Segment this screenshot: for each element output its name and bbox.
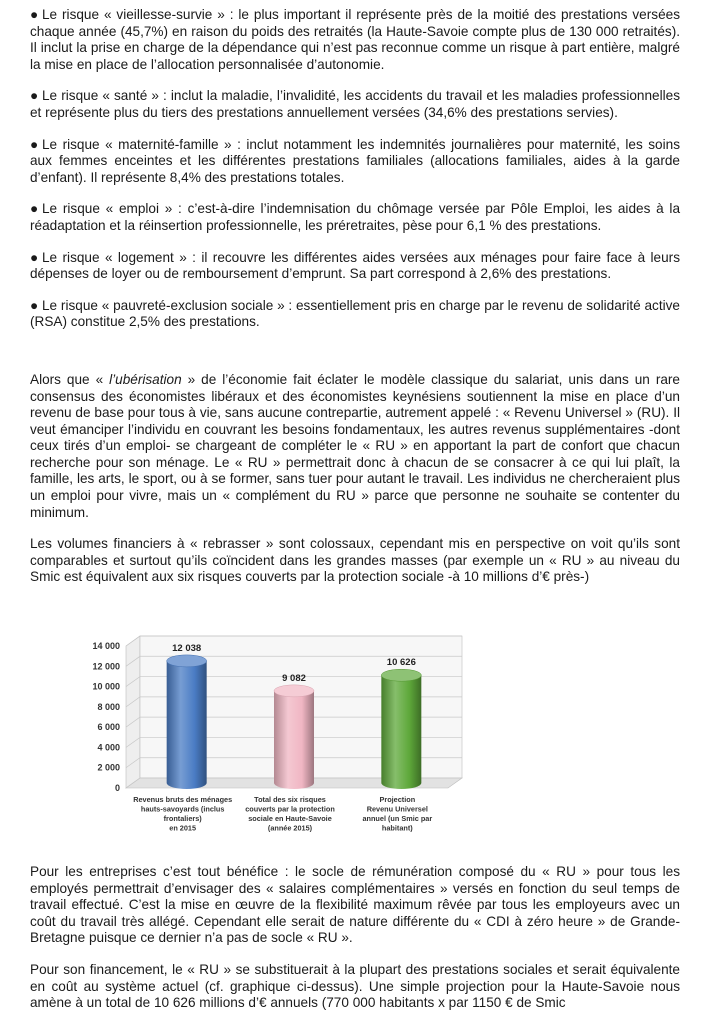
data-label: 9 082 bbox=[282, 672, 306, 684]
bullet-dot: ● bbox=[30, 249, 39, 265]
document-body bbox=[30, 7, 680, 601]
data-label: 10 626 bbox=[386, 657, 416, 669]
x-tick-label: annuel (un Smic par bbox=[362, 814, 433, 823]
paragraph-uberisation: Alors que « l’ubérisation » de l’économie fait éclater le modèle classique du salariat, unis dans un rare consensus des économistes libéraux et des économistes keynésiens soutiennent la mise en place d’un revenu de base pour tous à vie, sans aucune contrepartie, autrement appelé : « Revenu Universel » (RU). Il veut émanciper l’individu en couvrant les besoins fondamentaux, les autres revenus supplémentaires -dont ceux tirés d’un emploi- se chargeant de compléter le « RU » en apportant la part de confort que chacun recherche pour son ménage. Le « RU » permettrait donc à chacun de se consacrer à ce qui lui plaît, la famille, les arts, le sport, ou à se former, sans tuer pour autant le travail. Les individus ne chercheraient plus un emploi pour vivre, mais un « complément du RU » parce que personne ne souhaite se contenter du minimum. bbox=[30, 371, 680, 520]
x-tick-label: habitant) bbox=[381, 823, 413, 833]
y-tick-label: 8 000 bbox=[97, 701, 120, 712]
bullet-logement: ● Le risque « logement » : il recouvre les différentes aides versées aux ménages pour faire face à leurs dépenses de loyer ou de remboursement d’emprunt. Sa part correspond à 2,6% des prestations. bbox=[30, 249, 680, 282]
data-label: 12 038 bbox=[172, 642, 202, 654]
bar-top bbox=[274, 685, 314, 697]
bar-top bbox=[167, 655, 207, 667]
x-tick-label: Projection bbox=[379, 795, 416, 804]
paragraph-volumes: Les volumes financiers à « rebrasser » sont colossaux, cependant mis en perspective on voit qu’ils sont comparables et surtout qu’ils coïncident dans les grandes masses (par exemple un « RU » au niveau du Smic est équivalent aux six risques couverts par la protection sociale -à 10 millions d’€ près-) bbox=[30, 536, 680, 585]
spacer bbox=[30, 346, 680, 372]
bullet-maternite: ● Le risque « maternité-famille » : inclut notamment les indemnités journalières pour maternité, les soins aux femmes enceintes et les différentes prestations familiales (allocations familiales, aides à la garde d’enfant). Il représente 8,4% des prestations totales. bbox=[30, 136, 680, 185]
x-tick-label: en 2015 bbox=[169, 823, 197, 833]
bullet-emploi: ● Le risque « emploi » : c’est-à-dire l’indemnisation du chômage versée par Pôle Emploi, les aides à la réadaptation et la réinsertion professionnelle, les préretraites, pèse pour 6,1 % des prestations. bbox=[30, 201, 680, 233]
x-tick-label: (année 2015) bbox=[267, 823, 313, 833]
bullet-dot: ● bbox=[30, 297, 39, 313]
y-tick-label: 4 000 bbox=[97, 742, 120, 753]
bar-chart bbox=[70, 626, 490, 858]
x-tick-label: hauts-savoyards (inclus bbox=[140, 804, 225, 814]
bullet-sante: ● Le risque « santé » : inclut la maladie, l’invalidité, les accidents du travail et les maladies professionnelles et représente plus du tiers des prestations annuellement versées (34,6% des prestations servies). bbox=[30, 88, 680, 120]
x-tick-label: frontaliers) bbox=[163, 814, 202, 823]
x-tick-label: couverts par la protection bbox=[245, 804, 335, 814]
chart-svg bbox=[70, 626, 490, 858]
bullet-dot: ● bbox=[30, 201, 39, 217]
bullet-dot: ● bbox=[30, 88, 39, 104]
bar bbox=[274, 691, 314, 789]
x-tick-label: Revenu Universel bbox=[366, 804, 428, 814]
paragraph-entreprises: Pour les entreprises c’est tout bénéfice : le socle de rémunération composé du « RU » pour tous les employés permettrait d’envisager des « salaires complémentaires » versés en fonction du seul temps de travail effectué. C’est la mise en œuvre de la flexibilité maximum rêvée par tous les employeurs avec un coût du travail très allégé. Cependant elle serait de nature différente du « CDI à zéro heure » de Grande-Bretagne puisque ce dernier n’a pas de socle « RU ». bbox=[30, 864, 680, 946]
bar-top bbox=[381, 669, 421, 681]
x-tick-label: Total des six risques bbox=[254, 795, 326, 804]
paragraph-financement: Pour son financement, le « RU » se substituerait à la plupart des prestations sociales et serait équivalente en coût au système actuel (cf. graphique ci-dessus). Une simple projection pour la Haute-Savoie nous amène à un total de 10 626 millions d’€ annuels (770 000 habitants x par 1150 € de Smic bbox=[30, 961, 680, 1011]
bar bbox=[167, 661, 207, 789]
chart-side-wall bbox=[126, 636, 140, 788]
y-tick-label: 12 000 bbox=[92, 661, 120, 672]
bullet-dot: ● bbox=[30, 136, 39, 152]
y-tick-label: 6 000 bbox=[97, 722, 120, 733]
document-body-bottom bbox=[30, 864, 680, 1027]
bar bbox=[381, 675, 421, 789]
x-tick-label: sociale en Haute-Savoie bbox=[248, 814, 332, 823]
bullet-pauvrete: ● Le risque « pauvreté-exclusion sociale » : essentiellement pris en charge par le revenu de solidarité active (RSA) constitue 2,5% des prestations. bbox=[30, 297, 680, 330]
bullet-dot: ● bbox=[30, 7, 39, 22]
y-tick-label: 2 000 bbox=[97, 762, 120, 773]
y-tick-label: 0 bbox=[114, 783, 120, 793]
x-tick-label: Revenus bruts des ménages bbox=[133, 795, 233, 804]
y-tick-label: 14 000 bbox=[92, 641, 120, 651]
bullet-vieillesse: ● Le risque « vieillesse-survie » : le plus important il représente près de la moitié des prestations versées chaque année (45,7%) en raison du poids des retraités (la Haute-Savoie compte plus de 130 000 retraités). Il inclut la prise en charge de la dépendance qui n’est pas reconnue comme un risque à part entière, malgré la mise en place de l’allocation personnalisée d’autonomie. bbox=[30, 7, 680, 72]
y-tick-label: 10 000 bbox=[92, 681, 120, 692]
